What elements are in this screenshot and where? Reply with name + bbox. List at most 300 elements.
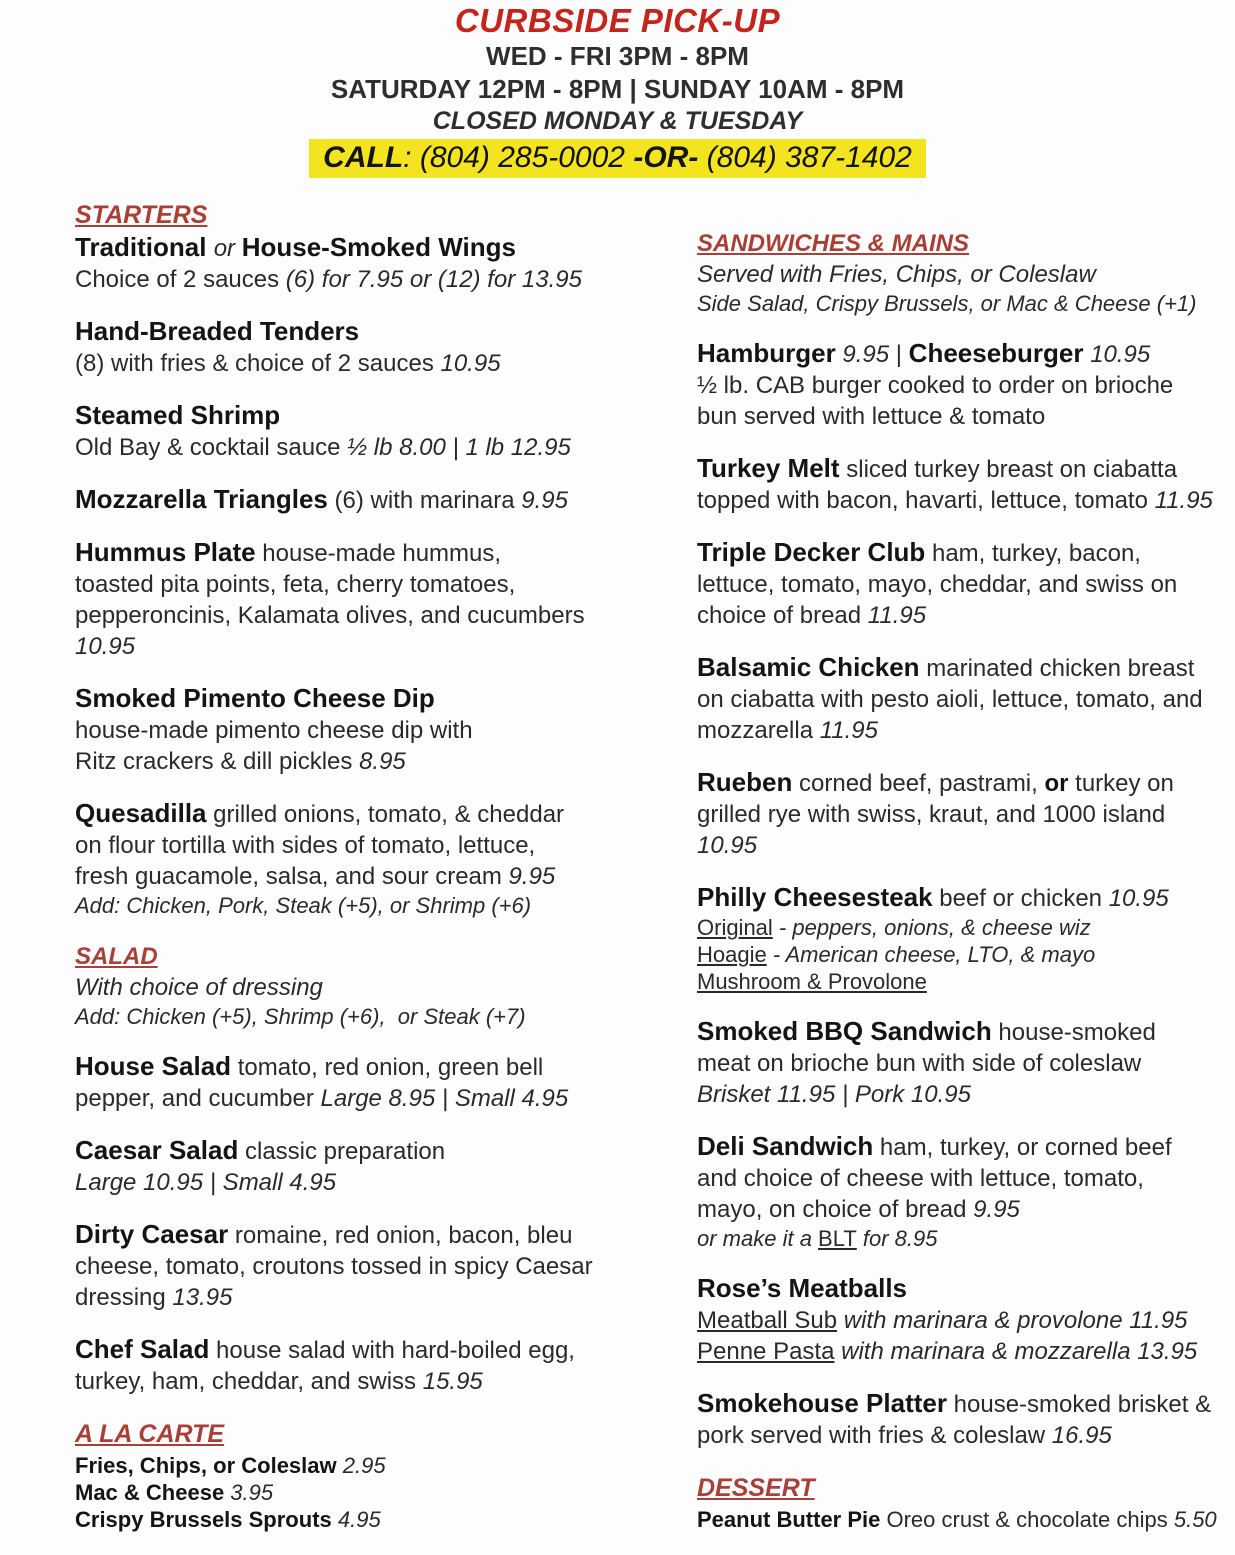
line-inner: [75, 400, 281, 430]
line-inner: [697, 1273, 908, 1303]
text-run: classic preparation: [238, 1138, 446, 1165]
line-inner: [697, 403, 1045, 430]
text-line: [75, 432, 697, 463]
item-chef-salad: [75, 1335, 697, 1397]
text-run: Cheeseburger: [908, 338, 1084, 368]
text-run: marinated chicken breast: [919, 655, 1195, 682]
text-line: [697, 600, 1235, 631]
line-inner: [697, 453, 1178, 483]
text-line: [697, 259, 1235, 290]
item-balsamic-chicken: [697, 653, 1235, 746]
text-line: [697, 1305, 1235, 1336]
line-inner: [75, 602, 585, 629]
right-column: [697, 228, 1235, 1555]
line-inner: [697, 1226, 937, 1251]
text-run: sliced turkey breast on ciabatta: [839, 456, 1178, 483]
line-inner: [697, 602, 926, 629]
text-run: [698, 141, 706, 174]
text-run: Hamburger: [697, 338, 836, 368]
text-line: [75, 264, 697, 295]
text-run: Old Bay & cocktail sauce: [75, 434, 348, 461]
text-run: with marinara & provolone 11.95: [837, 1307, 1188, 1334]
hours-line-1: [0, 40, 1235, 73]
line-inner: [75, 571, 515, 598]
text-run: 10.95: [75, 633, 136, 660]
section-starters: [75, 200, 697, 231]
text-run: CURBSIDE PICK-UP: [454, 2, 781, 39]
line-inner: [697, 767, 1174, 797]
item-rueben: [697, 768, 1235, 861]
text-run: Traditional: [75, 232, 214, 262]
item-triple-decker-club: [697, 538, 1235, 631]
text-line: [697, 968, 1235, 995]
line-inner: [697, 291, 1196, 316]
text-line: [697, 1274, 1235, 1305]
text-line: [75, 1479, 697, 1506]
text-run: or: [213, 235, 242, 262]
line-inner: [697, 832, 757, 859]
text-line: [75, 569, 697, 600]
text-run: Mushroom & Provolone: [697, 969, 927, 994]
text-run: Rose’s Meatballs: [697, 1273, 908, 1303]
line-inner: [75, 232, 516, 262]
text-run: STARTERS: [75, 201, 208, 229]
call-line: [0, 137, 1235, 179]
text-line: [75, 1136, 697, 1167]
text-line: [697, 715, 1235, 746]
text-run: Steamed Shrimp: [75, 400, 281, 430]
line-inner: [697, 1050, 1141, 1077]
text-run: Served with Fries, Chips, or Coleslaw: [697, 261, 1096, 288]
text-line: [75, 684, 697, 715]
section-title: [75, 941, 697, 972]
text-run: dressing: [75, 1284, 173, 1311]
text-run: Penne Pasta: [697, 1338, 835, 1365]
line-inner: [75, 748, 406, 775]
line-inner: [697, 230, 969, 257]
line-inner: [75, 974, 323, 1001]
line-inner: [75, 1253, 593, 1280]
text-line: [75, 1452, 697, 1479]
section-title: [697, 228, 1235, 259]
line-inner: [697, 537, 1141, 567]
text-run: BLT: [818, 1226, 857, 1251]
text-run: corned beef, pastrami,: [792, 770, 1045, 797]
text-run: 11.95: [1154, 487, 1213, 514]
menu-header: [0, 0, 1235, 179]
line-inner: [697, 1507, 1217, 1532]
text-run: turkey, ham, cheddar, and swiss: [75, 1368, 423, 1395]
text-run: topped with bacon, havarti, lettuce, tomato: [697, 487, 1155, 514]
text-line: [697, 799, 1235, 830]
text-line: [75, 1083, 697, 1114]
item-turkey-melt: [697, 454, 1235, 516]
text-run: :: [403, 141, 420, 174]
line-inner: [75, 893, 531, 918]
line-inner: [75, 1004, 526, 1029]
text-line: [75, 317, 697, 348]
text-line: [697, 1225, 1235, 1252]
closed-days-line: [0, 106, 1235, 137]
call-banner: [0, 137, 1235, 179]
item-pimento-cheese-dip: [75, 684, 697, 777]
left-column: [75, 200, 697, 1555]
text-run: 4.95: [337, 1507, 381, 1532]
line-inner: [697, 652, 1195, 682]
text-run: 15.95: [422, 1368, 483, 1395]
line-inner: [697, 1307, 1188, 1334]
text-run: 9.95: [973, 1196, 1020, 1223]
text-run: or make it a: [697, 1226, 819, 1251]
line-inner: [433, 107, 802, 135]
text-run: and choice of cheese with lettuce, tomato,: [697, 1165, 1144, 1192]
text-run: Hoagie: [697, 942, 767, 967]
line-inner: [697, 571, 1177, 598]
text-run: House-Smoked Wings: [241, 232, 516, 262]
text-line: [697, 941, 1235, 968]
line-inner: [75, 201, 207, 229]
text-run: Quesadilla: [75, 798, 207, 828]
text-run: Hummus Plate: [75, 537, 256, 567]
text-line: [697, 1132, 1235, 1163]
item-wings: [75, 233, 697, 295]
text-run: grilled rye with swiss, kraut, and 1000 island: [697, 801, 1166, 828]
line-inner: [75, 1169, 336, 1196]
item-philly-cheesesteak: [697, 883, 1235, 995]
text-run: Smoked BBQ Sandwich: [697, 1016, 992, 1046]
text-run: house-made pimento cheese dip with: [75, 717, 473, 744]
or-separator: -OR-: [633, 141, 699, 174]
line-inner: [75, 1453, 386, 1478]
text-run: SATURDAY 12PM - 8PM | SUNDAY 10AM - 8PM: [330, 74, 905, 104]
text-run: house-smoked brisket &: [946, 1391, 1212, 1418]
text-line: [75, 1251, 697, 1282]
item-quesadilla: [75, 799, 697, 919]
text-run: Rueben: [697, 767, 793, 797]
line-inner: [697, 1196, 1020, 1223]
item-tenders: [75, 317, 697, 379]
item-roses-meatballs: [697, 1274, 1235, 1367]
item-caesar-salad: [75, 1136, 697, 1198]
text-run: lettuce, tomato, mayo, cheddar, and swiss on: [697, 571, 1178, 598]
line-inner: [697, 942, 1095, 967]
text-run: Smokehouse Platter: [697, 1388, 947, 1418]
line-inner: [75, 434, 571, 461]
text-line: [697, 653, 1235, 684]
line-inner: [697, 1131, 1172, 1161]
line-inner: [75, 1085, 568, 1112]
item-a-la-carte-sides: [75, 1452, 697, 1533]
closed-days: [0, 106, 1235, 137]
line-inner: [697, 915, 1091, 940]
item-dirty-caesar: [75, 1220, 697, 1313]
text-run: 16.95: [1051, 1422, 1112, 1449]
text-line: [75, 1282, 697, 1313]
text-run: mozzarella: [697, 717, 820, 744]
text-line: [697, 290, 1235, 317]
text-run: Chef Salad: [75, 1334, 210, 1364]
text-run: Philly Cheesesteak: [697, 882, 933, 912]
line-inner: [75, 717, 473, 744]
item-mozzarella-triangles: [75, 485, 697, 516]
text-run: House Salad: [75, 1051, 232, 1081]
text-run: Caesar Salad: [75, 1135, 239, 1165]
line-inner: [75, 1420, 224, 1448]
text-line: [75, 1220, 697, 1251]
text-line: [697, 1163, 1235, 1194]
text-run: Dirty Caesar: [75, 1219, 229, 1249]
text-line: [75, 485, 697, 516]
line-inner: [697, 1474, 815, 1502]
text-line: [697, 370, 1235, 401]
text-run: SANDWICHES & MAINS: [697, 230, 970, 257]
line-inner: [75, 484, 568, 514]
text-run: |: [889, 341, 909, 368]
text-line: [75, 1167, 697, 1198]
item-hummus-plate: [75, 538, 697, 662]
text-run: CLOSED MONDAY & TUESDAY: [432, 107, 803, 135]
text-line: [75, 861, 697, 892]
text-run: fresh guacamole, salsa, and sour cream: [75, 863, 509, 890]
line-inner: [697, 1388, 1212, 1418]
line-inner: [75, 1368, 483, 1395]
text-run: Mozzarella Triangles: [75, 484, 328, 514]
text-run: on flour tortilla with sides of tomato, lettuce,: [75, 832, 536, 859]
text-run: Large 10.95 | Small 4.95: [75, 1169, 337, 1196]
text-run: Add: Chicken (+5), Shrimp (+6), or Steak (+7): [75, 1004, 526, 1029]
line-inner: [331, 74, 904, 104]
text-run: Peanut Butter Pie: [697, 1507, 881, 1532]
section-dessert: [697, 1473, 1235, 1504]
text-run: - American cheese, LTO, & mayo: [766, 942, 1096, 967]
text-run: on ciabatta with pesto aioli, lettuce, tomato, and: [697, 686, 1203, 713]
item-steamed-shrimp: [75, 401, 697, 463]
line-inner: [697, 717, 878, 744]
text-run: - peppers, onions, & cheese wiz: [772, 915, 1091, 940]
line-inner: [697, 969, 927, 994]
section-a-la-carte: [75, 1419, 697, 1450]
text-run: with marinara & mozzarella 13.95: [834, 1338, 1198, 1365]
text-run: house-smoked: [991, 1019, 1156, 1046]
line-inner: [75, 1334, 575, 1364]
text-line: [75, 1506, 697, 1533]
text-run: 2.95: [342, 1453, 386, 1478]
text-run: bun served with lettuce & tomato: [697, 403, 1046, 430]
phone-number-2: (804) 387-1402: [706, 141, 912, 174]
text-run: 8.95: [359, 748, 406, 775]
section-title: [697, 1473, 1235, 1504]
text-line: [697, 454, 1235, 485]
text-line: [75, 1335, 697, 1366]
line-inner: [75, 1051, 544, 1081]
text-run: ham, turkey, bacon,: [925, 540, 1141, 567]
phone-number-1: (804) 285-0002: [419, 141, 625, 174]
line-inner: [697, 261, 1096, 288]
text-line: [697, 768, 1235, 799]
text-run: 13.95: [172, 1284, 233, 1311]
pickup-title-line: [0, 2, 1235, 40]
text-run: meat on brioche bun with side of coleslaw: [697, 1050, 1142, 1077]
text-run: WED - FRI 3PM - 8PM: [486, 41, 749, 71]
line-inner: [697, 1338, 1197, 1365]
line-inner: [75, 863, 555, 890]
text-run: beef or chicken: [932, 885, 1109, 912]
text-run: Ritz crackers & dill pickles: [75, 748, 360, 775]
text-run: 11.95: [867, 602, 927, 629]
text-run: Add: Chicken, Pork, Steak (+5), or Shrimp (+6): [75, 893, 532, 918]
text-run: pork served with fries & coleslaw: [697, 1422, 1052, 1449]
text-line: [697, 1336, 1235, 1367]
line-inner: [75, 798, 565, 828]
text-run: house-made hummus,: [255, 540, 502, 567]
line-inner: [75, 832, 535, 859]
text-run: SALAD: [75, 943, 158, 970]
text-run: Meatball Sub: [697, 1307, 838, 1334]
text-line: [697, 830, 1235, 861]
pickup-title: [0, 2, 1235, 40]
item-smoked-bbq-sandwich: [697, 1017, 1235, 1110]
hours-line-2: [0, 73, 1235, 106]
line-inner: [697, 1165, 1144, 1192]
text-run: mayo, on choice of bread: [697, 1196, 974, 1223]
line-inner: [75, 537, 502, 567]
item-hamburger-cheeseburger: [697, 339, 1235, 432]
text-line: [75, 538, 697, 569]
text-run: 10.95: [1090, 341, 1151, 368]
line-inner: [75, 943, 158, 970]
text-run: Original: [697, 915, 773, 940]
section-title: [75, 200, 697, 231]
text-line: [697, 1389, 1235, 1420]
text-run: or: [1044, 770, 1069, 797]
line-inner: [697, 1016, 1156, 1046]
text-run: romaine, red onion, bacon, bleu: [228, 1222, 573, 1249]
line-inner: [697, 372, 1173, 399]
text-run: tomato, red onion, green bell: [231, 1054, 544, 1081]
text-run: turkey on: [1068, 770, 1174, 797]
text-run: toasted pita points, feta, cherry tomatoes,: [75, 571, 516, 598]
line-inner: [697, 801, 1165, 828]
item-peanut-butter-pie: [697, 1506, 1235, 1533]
text-line: [75, 799, 697, 830]
text-run: Side Salad, Crispy Brussels, or Mac & Cheese (+1): [697, 291, 1197, 316]
text-line: [697, 1079, 1235, 1110]
text-run: (8) with fries & choice of 2 sauces: [75, 350, 441, 377]
line-inner: [75, 683, 435, 713]
line-inner: [697, 1422, 1112, 1449]
line-inner: [75, 350, 501, 377]
text-run: A LA CARTE: [75, 1420, 225, 1448]
line-inner: [697, 338, 1151, 368]
text-run: 10.95: [440, 350, 501, 377]
text-run: house salad with hard-boiled egg,: [209, 1337, 575, 1364]
text-run: Triple Decker Club: [697, 537, 926, 567]
line-inner: [75, 316, 360, 346]
text-run: Brisket 11.95 | Pork 10.95: [697, 1081, 971, 1108]
text-run: 10.95: [1108, 885, 1169, 912]
text-run: Deli Sandwich: [697, 1131, 874, 1161]
text-run: for 8.95: [856, 1226, 938, 1251]
text-run: ½ lb 8.00 | 1 lb 12.95: [347, 434, 571, 461]
text-run: 3.95: [230, 1480, 274, 1505]
text-line: [75, 1052, 697, 1083]
text-line: [75, 715, 697, 746]
line-inner: [697, 882, 1169, 912]
line-inner: [75, 1219, 573, 1249]
line-inner: [697, 686, 1203, 713]
text-run: Turkey Melt: [697, 453, 840, 483]
call-label: CALL: [323, 141, 404, 174]
text-run: 9.95: [842, 341, 890, 368]
text-run: pepperoncinis, Kalamata olives, and cucumbers: [75, 602, 585, 629]
text-run: (6) with marinara: [327, 487, 522, 514]
text-line: [697, 684, 1235, 715]
line-inner: [75, 266, 582, 293]
text-run: 10.95: [697, 832, 758, 859]
text-line: [697, 914, 1235, 941]
text-line: [75, 1366, 697, 1397]
text-run: Crispy Brussels Sprouts: [75, 1507, 338, 1532]
line-inner: [75, 1507, 381, 1532]
text-line: [697, 339, 1235, 370]
text-line: [697, 1506, 1235, 1533]
line-inner: [697, 1081, 971, 1108]
menu-columns: [0, 200, 1235, 1555]
text-run: (6) for 7.95 or (12) for 13.95: [285, 266, 582, 293]
line-inner: [75, 1480, 273, 1505]
text-run: cheese, tomato, croutons tossed in spicy Caesar: [75, 1253, 593, 1280]
text-line: [697, 1048, 1235, 1079]
line-inner: [75, 1284, 232, 1311]
text-line: [75, 1003, 697, 1030]
text-run: Large 8.95 | Small 4.95: [320, 1085, 569, 1112]
line-inner: [75, 633, 135, 660]
text-line: [75, 233, 697, 264]
text-run: 9.95: [521, 487, 568, 514]
text-run: Balsamic Chicken: [697, 652, 920, 682]
text-run: Choice of 2 sauces: [75, 266, 286, 293]
text-line: [697, 569, 1235, 600]
text-line: [75, 830, 697, 861]
text-run: Fries, Chips, or Coleslaw: [75, 1453, 343, 1478]
item-smokehouse-platter: [697, 1389, 1235, 1451]
text-line: [697, 401, 1235, 432]
section-sandwiches-mains: [697, 228, 1235, 317]
hours-weekend: [0, 73, 1235, 106]
text-run: pepper, and cucumber: [75, 1085, 321, 1112]
text-run: Oreo crust & chocolate chips: [880, 1507, 1174, 1532]
line-inner: [697, 487, 1213, 514]
text-run: With choice of dressing: [75, 974, 323, 1001]
text-run: 11.95: [819, 717, 878, 744]
text-line: [697, 1194, 1235, 1225]
text-run: ham, turkey, or corned beef: [873, 1134, 1172, 1161]
hours-wed-fri: [0, 40, 1235, 73]
item-house-salad: [75, 1052, 697, 1114]
item-deli-sandwich: [697, 1132, 1235, 1252]
line-inner: [75, 1135, 446, 1165]
text-run: choice of bread: [697, 602, 868, 629]
text-line: [75, 348, 697, 379]
line-inner: [455, 2, 780, 39]
text-line: [75, 972, 697, 1003]
text-line: [75, 746, 697, 777]
text-run: grilled onions, tomato, & cheddar: [206, 801, 565, 828]
text-run: 9.95: [508, 863, 556, 890]
text-line: [697, 1017, 1235, 1048]
text-run: 5.50: [1173, 1507, 1217, 1532]
section-salad: [75, 941, 697, 1030]
